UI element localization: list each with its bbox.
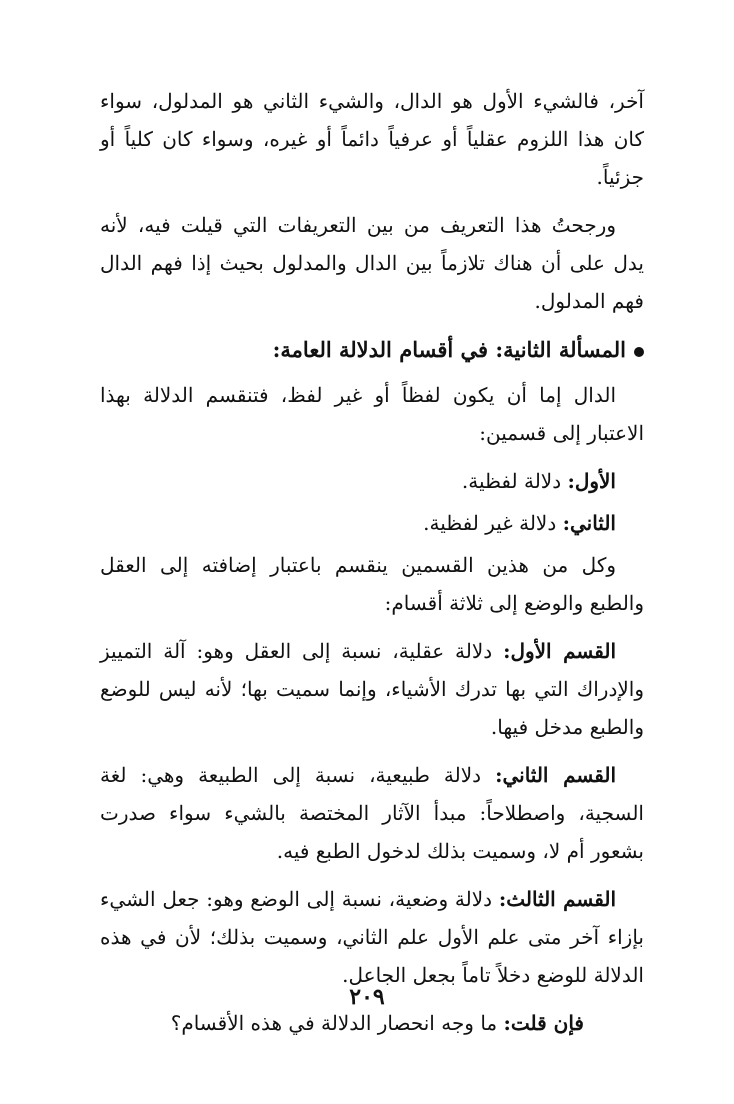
paragraph-section-one	[100, 632, 644, 746]
paragraph-division: الدال إما أن يكون لفظاً أو غير لفظ، فتنقسم الدلالة بهذا الاعتبار إلى قسمين:	[100, 383, 644, 445]
paragraph-subdivision: وكل من هذين القسمين ينقسم باعتبار إضافته إلى العقل والطبع والوضع إلى ثلاثة أقسام:	[100, 553, 644, 615]
paragraph-definition-end: آخر، فالشيء الأول هو الدال، والشيء الثاني هو المدلول، سواء كان هذا اللزوم عقلياً أو عرفياً دائماً أو غيره، وسواء كان كلياً أو جزئياً.	[100, 89, 644, 189]
list-item-first	[100, 462, 644, 500]
list-item-second-term: الثاني:	[562, 511, 616, 535]
question-term: فإن قلت:	[503, 1011, 584, 1035]
section-three-term: القسم الثالث:	[498, 887, 617, 911]
section-three-text: دلالة وضعية، نسبة إلى الوضع وهو: جعل الشيء بإزاء آخر متى علم الأول علم الثاني، وسميت بذلك؛ لأن في هذه الدلالة للوضع دخلاً تاماً بجعل الجاعل.	[100, 887, 644, 987]
section-two-term: القسم الثاني:	[495, 763, 617, 787]
paragraph-section-three	[100, 880, 644, 994]
section-one-term: القسم الأول:	[503, 639, 616, 663]
section-heading	[100, 330, 644, 370]
section-two-text: دلالة طبيعية، نسبة إلى الطبيعة وهي: لغة السجية، واصطلاحاً: مبدأ الآثار المختصة بالشيء سواء صدرت بشعور أم لا، وسميت بذلك لدخول الطبع فيه.	[100, 763, 644, 863]
paragraph-preference: ورجحتُ هذا التعريف من بين التعريفات التي قيلت فيه، لأنه يدل على أن هناك تلازماً بين الدال والمدلول بحيث إذا فهم الدال فهم المدلول.	[100, 213, 644, 313]
bullet-icon	[634, 347, 644, 357]
section-one-text: دلالة عقلية، نسبة إلى العقل وهو: آلة التمييز والإدراك التي بها تدرك الأشياء، وإنما سميت بها؛ لأنه ليس للوضع والطبع مدخل فيها.	[100, 639, 644, 739]
question-text: ما وجه انحصار الدلالة في هذه الأقسام؟	[170, 1011, 498, 1035]
page-number: ٢٠٩	[349, 984, 385, 1010]
section-heading-text: المسألة الثانية: في أقسام الدلالة العامة:	[272, 337, 626, 362]
paragraph-section-two	[100, 756, 644, 870]
list-item-first-text: دلالة لفظية.	[461, 469, 562, 493]
list-item-second	[100, 504, 644, 542]
list-item-second-text: دلالة غير لفظية.	[423, 511, 557, 535]
list-item-first-term: الأول:	[567, 469, 616, 493]
